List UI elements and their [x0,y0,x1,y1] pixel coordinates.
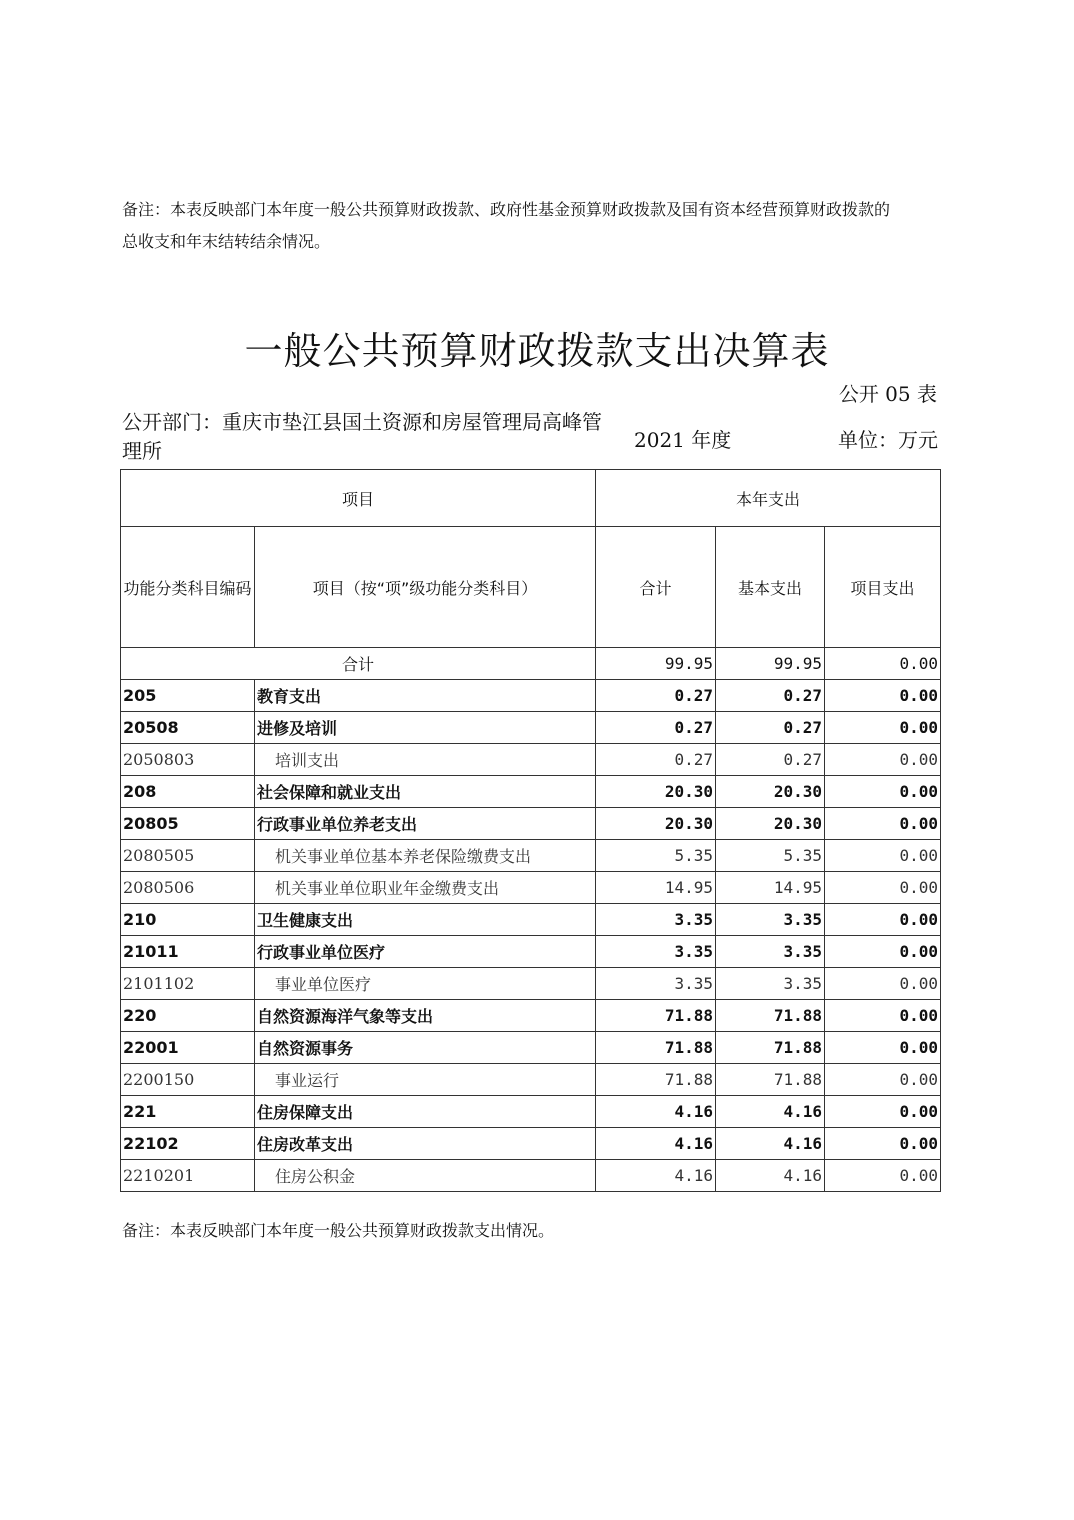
row-name: 住房公积金 [255,1160,596,1192]
header-item: 项目（按“项”级功能分类科目） [255,527,596,648]
header-row-1 [121,470,941,527]
row-name: 自然资源事务 [255,1032,596,1064]
row-total: 5.35 [596,840,716,872]
table-row [121,1128,941,1160]
row-name: 机关事业单位职业年金缴费支出 [255,872,596,904]
row-name: 社会保障和就业支出 [255,776,596,808]
row-basic: 20.30 [716,776,825,808]
row-project: 0.00 [825,936,941,968]
meta-line [122,408,938,468]
header-total: 合计 [596,527,716,648]
row-total: 3.35 [596,904,716,936]
row-total: 4.16 [596,1160,716,1192]
row-basic: 4.16 [716,1096,825,1128]
header-row-2 [121,527,941,648]
row-project: 0.00 [825,744,941,776]
row-project: 0.00 [825,808,941,840]
header-code: 功能分类科目编码 [121,527,255,648]
row-code: 221 [121,1096,255,1128]
table-row [121,936,941,968]
row-name: 行政事业单位养老支出 [255,808,596,840]
top-note: 备注：本表反映部门本年度一般公共预算财政拨款、政府性基金预算财政拨款及国有资本经营预算财政拨款的总收支和年末结转结余情况。 [122,200,891,251]
row-total: 4.16 [596,1128,716,1160]
total-total: 99.95 [596,648,716,680]
row-project: 0.00 [825,840,941,872]
unit-label: 单位：万元 [838,428,938,452]
row-code: 210 [121,904,255,936]
row-name: 行政事业单位医疗 [255,936,596,968]
row-project: 0.00 [825,712,941,744]
total-label: 合计 [121,648,596,680]
row-project: 0.00 [825,1032,941,1064]
department-label: 公开部门：重庆市垫江县国土资源和房屋管理局高峰管理所 [122,410,602,463]
table-row [121,776,941,808]
row-basic: 71.88 [716,1000,825,1032]
table-row [121,872,941,904]
row-name: 教育支出 [255,680,596,712]
table-row [121,1000,941,1032]
total-row [121,648,941,680]
row-total: 3.35 [596,968,716,1000]
row-name: 自然资源海洋气象等支出 [255,1000,596,1032]
row-total: 20.30 [596,808,716,840]
row-project: 0.00 [825,872,941,904]
row-basic: 0.27 [716,744,825,776]
header-project-expense: 项目支出 [825,527,941,648]
row-project: 0.00 [825,904,941,936]
bottom-note: 备注：本表反映部门本年度一般公共预算财政拨款支出情况。 [122,1221,555,1240]
row-basic: 3.35 [716,968,825,1000]
total-project: 0.00 [825,648,941,680]
row-code: 2080506 [121,872,255,904]
table-row [121,680,941,712]
table-row [121,1160,941,1192]
row-basic: 71.88 [716,1064,825,1096]
row-project: 0.00 [825,1128,941,1160]
row-code: 2050803 [121,744,255,776]
row-code: 2080505 [121,840,255,872]
row-total: 20.30 [596,776,716,808]
row-name: 卫生健康支出 [255,904,596,936]
row-project: 0.00 [825,968,941,1000]
row-code: 2200150 [121,1064,255,1096]
row-name: 机关事业单位基本养老保险缴费支出 [255,840,596,872]
row-basic: 3.35 [716,904,825,936]
row-code: 208 [121,776,255,808]
row-name: 事业运行 [255,1064,596,1096]
row-project: 0.00 [825,1000,941,1032]
page-title: 一般公共预算财政拨款支出决算表 [244,329,830,373]
row-code: 220 [121,1000,255,1032]
row-total: 4.16 [596,1096,716,1128]
header-current-year-expense: 本年支出 [596,470,941,527]
row-code: 22102 [121,1128,255,1160]
header-basic: 基本支出 [716,527,825,648]
row-code: 21011 [121,936,255,968]
row-name: 进修及培训 [255,712,596,744]
expense-table [120,469,941,1192]
row-basic: 20.30 [716,808,825,840]
table-code: 公开 05 表 [838,382,937,406]
total-basic: 99.95 [716,648,825,680]
row-basic: 0.27 [716,712,825,744]
row-basic: 4.16 [716,1128,825,1160]
row-code: 2101102 [121,968,255,1000]
row-project: 0.00 [825,776,941,808]
row-code: 2210201 [121,1160,255,1192]
row-total: 14.95 [596,872,716,904]
row-total: 0.27 [596,680,716,712]
row-name: 培训支出 [255,744,596,776]
table-row [121,840,941,872]
table-row [121,968,941,1000]
table-row [121,744,941,776]
row-name: 住房保障支出 [255,1096,596,1128]
row-project: 0.00 [825,1160,941,1192]
row-total: 3.35 [596,936,716,968]
table-row [121,712,941,744]
row-code: 20508 [121,712,255,744]
row-basic: 0.27 [716,680,825,712]
header-project: 项目 [121,470,596,527]
row-basic: 71.88 [716,1032,825,1064]
row-basic: 14.95 [716,872,825,904]
table-row [121,1064,941,1096]
row-name: 事业单位医疗 [255,968,596,1000]
table-row [121,1032,941,1064]
row-total: 71.88 [596,1000,716,1032]
row-total: 0.27 [596,712,716,744]
row-project: 0.00 [825,680,941,712]
year-label: 2021 年度 [634,428,732,452]
row-basic: 4.16 [716,1160,825,1192]
row-code: 22001 [121,1032,255,1064]
table-row [121,1096,941,1128]
row-name: 住房改革支出 [255,1128,596,1160]
row-basic: 5.35 [716,840,825,872]
table-row [121,808,941,840]
row-basic: 3.35 [716,936,825,968]
row-project: 0.00 [825,1096,941,1128]
row-code: 205 [121,680,255,712]
table-row [121,904,941,936]
row-total: 71.88 [596,1032,716,1064]
row-project: 0.00 [825,1064,941,1096]
row-total: 71.88 [596,1064,716,1096]
row-total: 0.27 [596,744,716,776]
row-code: 20805 [121,808,255,840]
